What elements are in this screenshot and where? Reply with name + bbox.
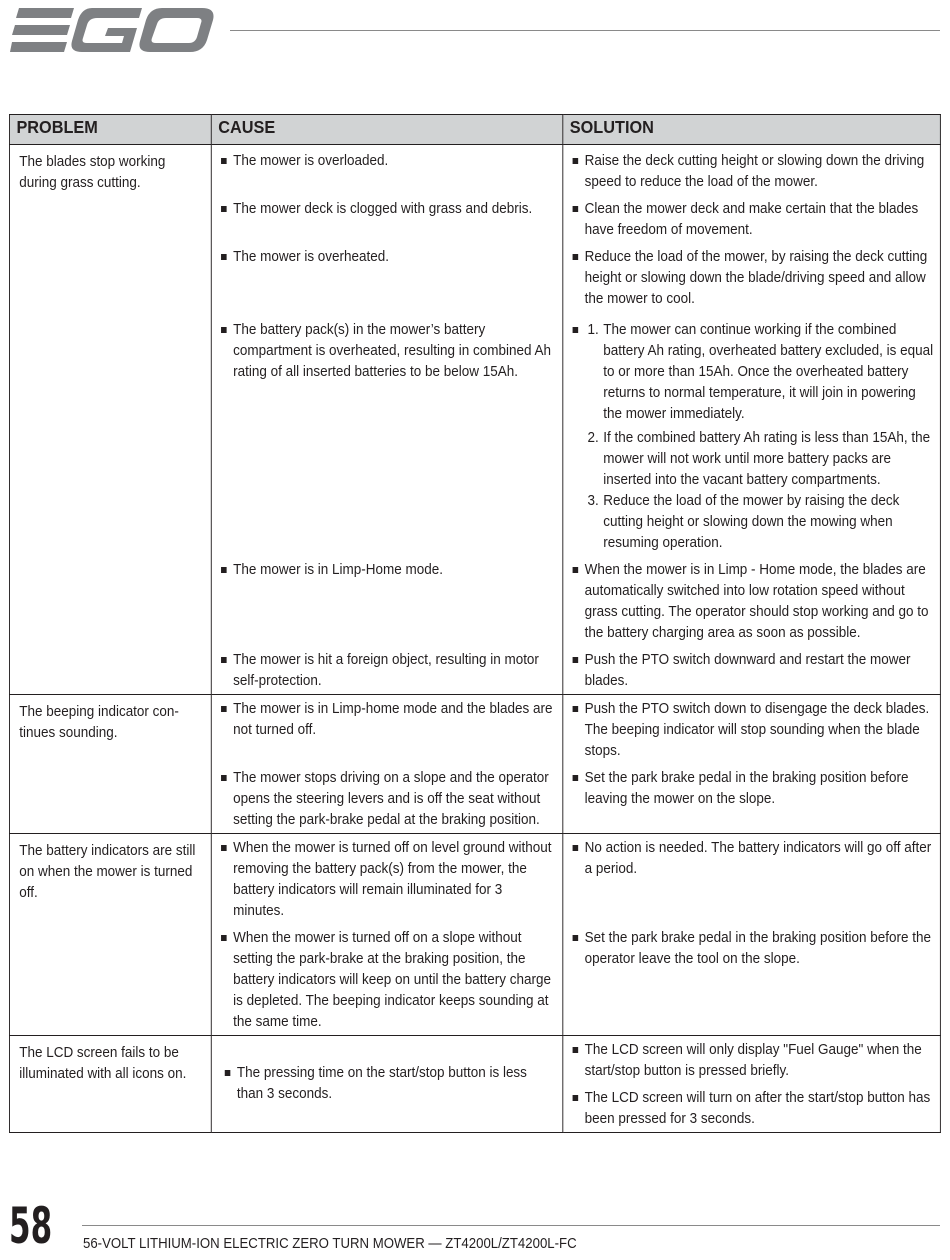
solution-cell (563, 644, 941, 695)
solution-cell (563, 554, 941, 644)
list-item: When the mower is turned off on level ground without removing the battery pack(s) from the mower, the battery indicators will remain illuminated for 3 minutes. (212, 838, 563, 922)
problem-cell: The LCD screen fails to be illuminated with all icons on. (9, 1036, 211, 1133)
list-item: When the mower is in Limp - Home mode, the blades are automatically switched into low rotation speed without grass cutting. The operator should stop working and go to the battery charging area as soon as possible. (563, 560, 940, 644)
bullet-square-icon (573, 158, 579, 164)
bullet-square-icon (573, 1047, 579, 1053)
cause-cell (211, 834, 563, 923)
cause-cell (211, 314, 563, 554)
bullet-square-icon (225, 1070, 231, 1076)
footer-title: 56-VOLT LITHIUM-ION ELECTRIC ZERO TURN MOWER — ZT4200L/ZT4200L-FC (83, 1235, 577, 1252)
list-item: The mower deck is clogged with grass and debris. (212, 199, 563, 220)
list-item: Push the PTO switch downward and restart the mower blades. (563, 650, 940, 692)
bullet-square-icon (573, 845, 579, 851)
list-item: When the mower is turned off on a slope without setting the park-brake at the braking position, the battery indicators will keep on until the battery charge is depleted. The beeping indicator keeps sounding at the same time. (212, 928, 563, 1033)
list-item: The LCD screen will turn on after the start/stop button has been pressed for 3 seconds. (563, 1088, 940, 1130)
list-item: 2. If the combined battery Ah rating is less than 15Ah, the mower will not work until more battery packs are inserted into the vacant battery compartments. (587, 430, 931, 488)
cause-cell (211, 193, 563, 241)
bullet-square-icon (573, 935, 579, 941)
bullet-square-icon (573, 206, 579, 212)
list-item: The mower is in Limp-home mode and the blades are not turned off. (212, 699, 563, 741)
list-item: The mower is hit a foreign object, resulting in motor self-protection. (212, 650, 563, 692)
solution-cell (563, 241, 941, 314)
header-rule (230, 30, 940, 31)
list-item: Set the park brake pedal in the braking position before leaving the mower on the slope. (563, 768, 940, 810)
table-row (9, 1036, 940, 1133)
list-item: Reduce the load of the mower, by raising the deck cutting height or slowing down the blade/driving speed and allow the mower to cool. (563, 247, 940, 310)
list-item: The battery pack(s) in the mower’s battery compartment is overheated, resulting in combined Ah rating of all inserted batteries to be below 15Ah. (212, 320, 563, 383)
cause-cell (211, 644, 563, 695)
bullet-square-icon (221, 206, 227, 212)
cause-cell (211, 145, 563, 194)
list-item: Set the park brake pedal in the braking position before the operator leave the tool on the slope. (563, 928, 940, 970)
bullet-square-icon (573, 327, 579, 333)
table-row (9, 145, 940, 194)
cause-cell (211, 554, 563, 644)
problem-cell: The battery indicators are still on when the mower is turned off. (9, 834, 211, 1036)
cause-cell (211, 922, 563, 1036)
list-item: 3. Reduce the load of the mower by raising the deck cutting height or slowing down the mowing when resuming operation. (587, 493, 900, 551)
bullet-square-icon (221, 657, 227, 663)
bullet-square-icon (573, 657, 579, 663)
problem-cell: The beeping indicator con-tinues sounding. (9, 695, 211, 834)
list-item: Clean the mower deck and make certain that the blades have freedom of movement. (563, 199, 940, 241)
solution-cell (563, 834, 941, 923)
bullet-square-icon (573, 1095, 579, 1101)
solution-cell (563, 1036, 941, 1133)
solution-cell (563, 762, 941, 834)
footer-rule (82, 1225, 940, 1226)
list-item: Push the PTO switch down to disengage the deck blades. The beeping indicator will stop sounding when the blade stops. (563, 699, 940, 762)
bullet-square-icon (221, 327, 227, 333)
list-item: The mower is in Limp-Home mode. (212, 560, 563, 581)
list-item: The mower is overloaded. (212, 151, 563, 172)
solution-column-header: SOLUTION (563, 115, 941, 145)
bullet-square-icon (221, 935, 227, 941)
table-row (9, 695, 940, 763)
solution-cell (563, 695, 941, 763)
bullet-square-icon (573, 254, 579, 260)
solution-cell (563, 922, 941, 1036)
problem-cell: The blades stop working during grass cutting. (9, 145, 211, 695)
list-item: No action is needed. The battery indicators will go off after a period. (563, 838, 940, 880)
cause-cell (211, 241, 563, 314)
solution-cell (563, 314, 941, 554)
bullet-square-icon (573, 567, 579, 573)
cause-column-header: CAUSE (211, 115, 563, 145)
bullet-square-icon (221, 254, 227, 260)
bullet-square-icon (221, 845, 227, 851)
solution-cell (563, 145, 941, 194)
cause-cell (211, 762, 563, 834)
cause-cell (211, 1036, 563, 1133)
list-item: Raise the deck cutting height or slowing down the driving speed to reduce the load of the mower. (563, 151, 940, 193)
cause-cell (211, 695, 563, 763)
list-item: The pressing time on the start/stop button is less than 3 seconds. (212, 1063, 563, 1105)
table-header-row (9, 115, 940, 145)
page-number: 58 (9, 1197, 53, 1255)
list-item: The LCD screen will only display "Fuel Gauge" when the start/stop button is pressed briefly. (563, 1040, 940, 1082)
bullet-square-icon (221, 706, 227, 712)
bullet-square-icon (573, 775, 579, 781)
bullet-square-icon (573, 706, 579, 712)
bullet-square-icon (221, 567, 227, 573)
list-item: 1. The mower can continue working if the combined battery Ah rating, overheated battery excluded, is equal to or more than 15Ah. Once the overheated battery returns to normal temperature, it will join in powering the mower immediately. (563, 320, 940, 425)
list-item: The mower is overheated. (212, 247, 563, 268)
troubleshooting-table (9, 114, 941, 1133)
ego-logo (10, 8, 214, 54)
bullet-square-icon (221, 775, 227, 781)
solution-cell (563, 193, 941, 241)
list-item: The mower stops driving on a slope and the operator opens the steering levers and is off the seat without setting the park-brake pedal at the braking position. (212, 768, 563, 831)
bullet-square-icon (221, 158, 227, 164)
problem-column-header: PROBLEM (9, 115, 211, 145)
table-row (9, 834, 940, 923)
